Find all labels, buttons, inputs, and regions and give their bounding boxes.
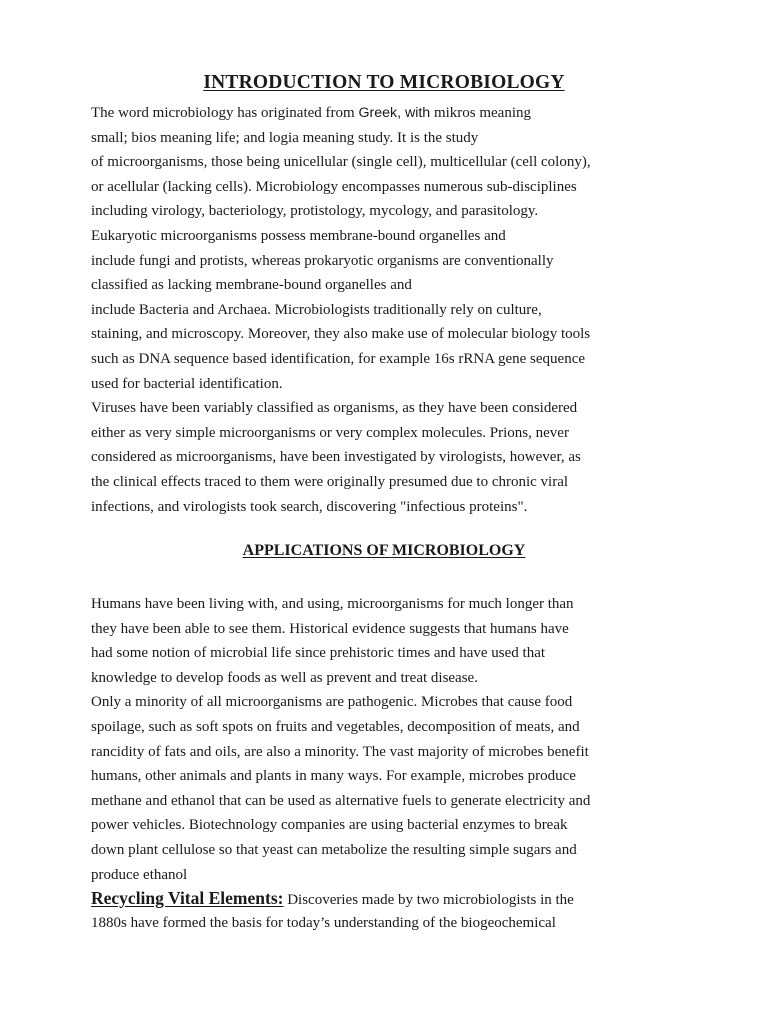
intro-line: include fungi and protists, whereas prokaryotic organisms are conventionally bbox=[91, 252, 554, 269]
applications-line: produce ethanol bbox=[91, 866, 188, 883]
applications-line: rancidity of fats and oils, are also a minority. The vast majority of microbes benefit bbox=[91, 743, 589, 760]
applications-line: had some notion of microbial life since prehistoric times and have used that bbox=[91, 645, 546, 662]
recycling-line-1: Recycling Vital Elements: Discoveries made by two microbiologists in the bbox=[91, 888, 574, 908]
recycling-paragraph bbox=[91, 886, 731, 935]
intro-line: or acellular (lacking cells). Microbiology encompasses numerous sub-disciplines bbox=[91, 178, 577, 195]
applications-line: they have been able to see them. Historical evidence suggests that humans have bbox=[91, 620, 569, 637]
applications-line: Humans have been living with, and using, microorganisms for much longer than bbox=[91, 596, 574, 612]
intro-line: considered as microorganisms, have been investigated by virologists, however, as bbox=[91, 449, 581, 466]
applications-line: power vehicles. Biotechnology companies are using bacterial enzymes to break bbox=[91, 817, 568, 834]
intro-line: infections, and virologists took search, discovering "infectious proteins". bbox=[91, 498, 528, 515]
intro-line: include Bacteria and Archaea. Microbiologists traditionally rely on culture, bbox=[91, 301, 542, 318]
intro-line: of microorganisms, those being unicellular (single cell), multicellular (cell colony), bbox=[91, 154, 591, 171]
intro-paragraph bbox=[91, 101, 731, 519]
intro-line: including virology, bacteriology, protistology, mycology, and parasitology. bbox=[91, 203, 539, 220]
intro-line: used for bacterial identification. bbox=[91, 375, 283, 392]
intro-line: staining, and microscopy. Moreover, they also make use of molecular biology tools bbox=[91, 326, 591, 343]
applications-line: Only a minority of all microorganisms are pathogenic. Microbes that cause food bbox=[91, 694, 573, 711]
intro-line-1: The word microbiology has originated from Greek, with mikros meaning bbox=[91, 105, 532, 121]
applications-line: methane and ethanol that can be used as alternative fuels to generate electricity and bbox=[91, 792, 591, 809]
intro-line: the clinical effects traced to them were originally presumed due to chronic viral bbox=[91, 473, 569, 490]
page-title: INTRODUCTION TO MICROBIOLOGY bbox=[203, 72, 565, 93]
applications-paragraph bbox=[91, 592, 731, 887]
applications-line: knowledge to develop foods as well as prevent and treat disease. bbox=[91, 669, 478, 686]
intro-line: either as very simple microorganisms or very complex molecules. Prions, never bbox=[91, 424, 569, 441]
intro-line: such as DNA sequence based identification, for example 16s rRNA gene sequence bbox=[91, 350, 586, 367]
applications-line: spoilage, such as soft spots on fruits and vegetables, decomposition of meats, and bbox=[91, 718, 580, 735]
intro-line: Eukaryotic microorganisms possess membrane-bound organelles and bbox=[91, 227, 506, 244]
intro-line: classified as lacking membrane-bound organelles and bbox=[91, 277, 412, 294]
section-heading-applications: APPLICATIONS OF MICROBIOLOGY bbox=[242, 542, 526, 559]
recycling-line-2: 1880s have formed the basis for today’s understanding of the biogeochemical bbox=[91, 914, 556, 931]
applications-line: humans, other animals and plants in many ways. For example, microbes produce bbox=[91, 768, 576, 785]
applications-line: down plant cellulose so that yeast can metabolize the resulting simple sugars and bbox=[91, 841, 577, 858]
recycling-heading: Recycling Vital Elements: bbox=[91, 888, 284, 908]
intro-line: Viruses have been variably classified as organisms, as they have been considered bbox=[91, 400, 578, 417]
intro-line: small; bios meaning life; and logia meaning study. It is the study bbox=[91, 129, 479, 146]
